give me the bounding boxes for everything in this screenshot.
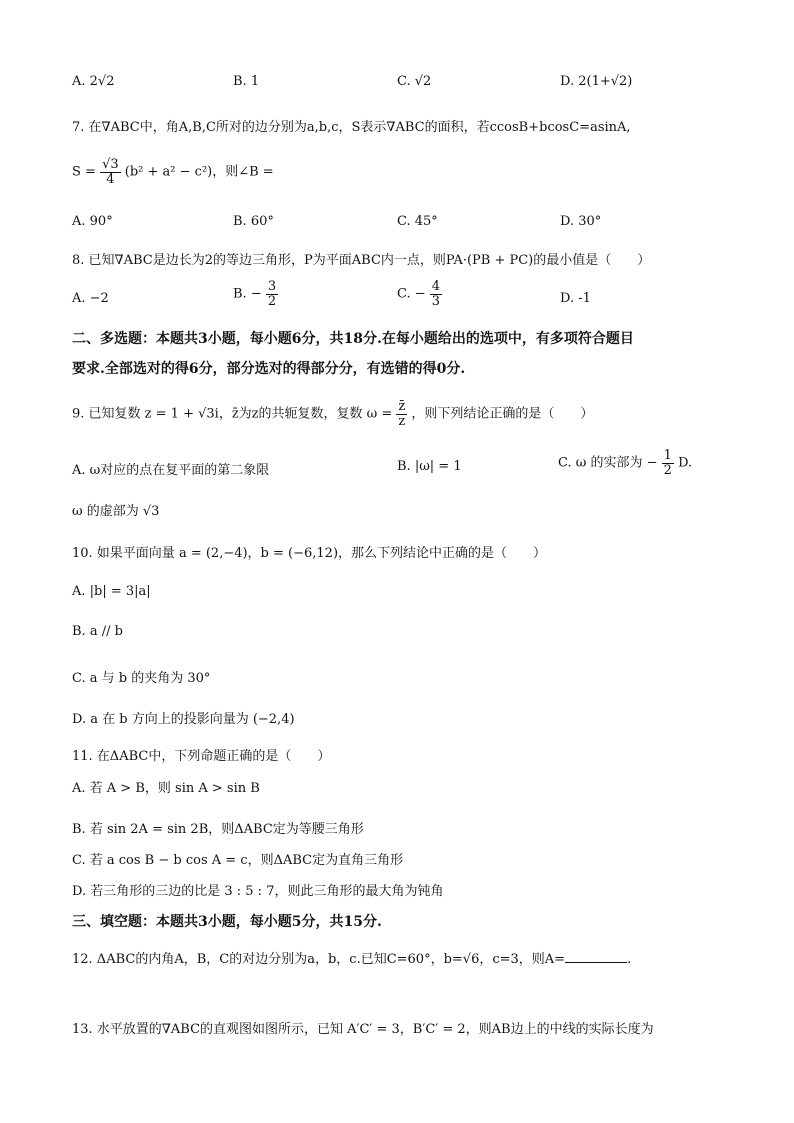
q7-stem-line2 bbox=[72, 158, 274, 186]
q13-stem: 13. 水平放置的∇ABC的直观图如图所示，已知 A′C′ = 3，B′C′ = 2，则AB边上的中线的实际长度为 bbox=[72, 1022, 654, 1037]
q9-option-c bbox=[558, 449, 692, 477]
q10-option-b: B. a // b bbox=[72, 624, 123, 639]
q8-option-c bbox=[397, 280, 442, 308]
q11-option-d: D. 若三角形的三边的比是 3 : 5 : 7，则此三角形的最大角为钝角 bbox=[72, 884, 444, 899]
q10-option-a: A. |b| = 3|a| bbox=[72, 584, 151, 599]
section2-heading-line2: 要求.全部选对的得6分，部分选对的得部分分，有选错的得0分. bbox=[72, 361, 466, 377]
section2-heading-line1: 二、多选题：本题共3小题，每小题6分，共18分.在每小题给出的选项中，有多项符合题目 bbox=[72, 331, 634, 347]
q7-option-b: B. 60° bbox=[233, 214, 274, 229]
q8-option-c-label: C. − bbox=[397, 286, 426, 302]
q10-stem: 10. 如果平面向量 a = (2,−4)，b = (−6,12)，那么下列结论中正确的是（ ） bbox=[72, 546, 547, 561]
q7-fraction-denominator: 4 bbox=[106, 171, 115, 187]
q12-stem bbox=[72, 948, 631, 967]
q9-option-d-start: D. bbox=[678, 455, 693, 471]
q9-omega-denominator: z bbox=[398, 413, 406, 429]
q9-option-c-label: C. ω 的实部为 − bbox=[558, 455, 658, 471]
q8-option-b-label: B. − bbox=[233, 286, 262, 302]
q9-option-c-numerator: 1 bbox=[663, 448, 672, 463]
q6-option-d: D. 2(1+√2) bbox=[560, 74, 633, 89]
q8-option-c-denominator: 3 bbox=[431, 293, 441, 309]
q10-option-c: C. a 与 b 的夹角为 30° bbox=[72, 671, 211, 686]
q6-option-b: B. 1 bbox=[233, 74, 260, 89]
q8-option-c-fraction bbox=[430, 280, 442, 308]
q6-option-c: C. √2 bbox=[397, 74, 432, 89]
q8-option-a: A. −2 bbox=[72, 291, 109, 306]
q9-option-b: B. |ω| = 1 bbox=[397, 459, 462, 474]
q10-option-d: D. a 在 b 方向上的投影向量为 (−2,4) bbox=[72, 712, 295, 727]
q9-option-c-denominator: 2 bbox=[663, 462, 672, 478]
q9-option-d-cont: ω 的虚部为 √3 bbox=[72, 504, 160, 519]
q6-option-a: A. 2√2 bbox=[72, 74, 115, 89]
q11-stem: 11. 在ΔABC中，下列命题正确的是（ ） bbox=[72, 749, 331, 764]
q9-option-a: A. ω对应的点在复平面的第二象限 bbox=[72, 463, 270, 478]
section3-heading: 三、填空题：本题共3小题，每小题5分，共15分. bbox=[72, 914, 382, 930]
q8-option-b-denominator: 2 bbox=[267, 293, 277, 309]
q7-option-c: C. 45° bbox=[397, 214, 438, 229]
q12-stem-text: 12. ΔABC的内角A，B，C的对边分别为a，b，c.已知C=60°，b=√6，c=3，则A= bbox=[72, 952, 566, 967]
q7-s-label: S = bbox=[72, 164, 96, 180]
q12-stem-end: . bbox=[627, 952, 632, 967]
q7-stem-line1: 7. 在∇ABC中，角A,B,C所对的边分别为a,b,c，S表示∇ABC的面积，若ccosB+bcosC=asinA, bbox=[72, 120, 631, 135]
q7-fraction-numerator: √3 bbox=[102, 157, 119, 172]
q8-option-c-numerator: 4 bbox=[431, 279, 441, 294]
q8-option-b-numerator: 3 bbox=[267, 279, 277, 294]
q9-stem-right: ，则下列结论正确的是（ ） bbox=[411, 406, 594, 422]
q7-option-d: D. 30° bbox=[560, 214, 602, 229]
q11-option-b: B. 若 sin 2A = sin 2B，则ΔABC定为等腰三角形 bbox=[72, 822, 364, 837]
q12-answer-blank[interactable] bbox=[565, 950, 627, 963]
q9-option-c-fraction bbox=[662, 449, 674, 477]
q7-fraction bbox=[100, 158, 121, 186]
q11-option-c: C. 若 a cos B − b cos A = c，则ΔABC定为直角三角形 bbox=[72, 853, 404, 868]
q7-expression: (b² + a² − c²)，则∠B = bbox=[124, 164, 274, 180]
q8-option-d: D. -1 bbox=[560, 291, 591, 306]
q9-stem-left: 9. 已知复数 z = 1 + √3i，z̄为z的共轭复数，复数 ω = bbox=[72, 406, 393, 422]
q8-stem: 8. 已知∇ABC是边长为2的等边三角形，P为平面ABC内一点，则PA·(PB + PC)的最小值是（ ） bbox=[72, 253, 651, 268]
q8-option-b bbox=[233, 280, 278, 308]
q9-omega-numerator: z̄ bbox=[398, 399, 406, 414]
q8-option-b-fraction bbox=[266, 280, 278, 308]
q9-stem bbox=[72, 400, 593, 428]
q9-omega-fraction bbox=[396, 400, 407, 428]
q11-option-a: A. 若 A > B，则 sin A > sin B bbox=[72, 781, 260, 796]
q7-option-a: A. 90° bbox=[72, 214, 113, 229]
